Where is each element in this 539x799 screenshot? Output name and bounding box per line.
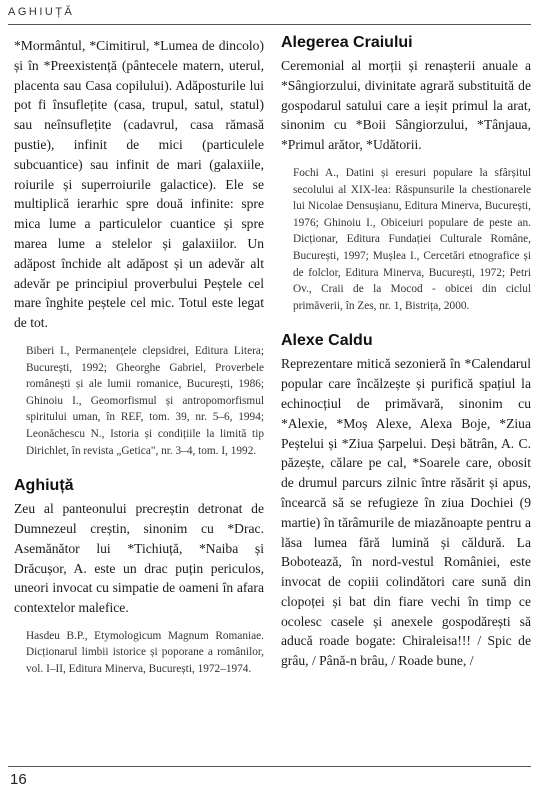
entry-text-alegerea-craiului: Ceremonial al morții și renașterii anuale a *Sângiorzului, divinitate agrară substituită de gospodarul satului care a ieșit primul la arat, sinonim cu *Boii Sângiorzului, *Tânjaua, *Primul arător, *Udătorii. [281,58,531,153]
entry-text-aghiuta: Zeu al panteonului precreștin detronat de Dumnezeul creștin, sinonim cu *Drac. Asemănător lui *Tichiuță, *Naiba și Drăcușor, A. este un drac puțin periculos, uneori invocat cu simpatie de oameni în afara contextelor malefice. [14,501,264,616]
entry-text-alexe-caldu: Reprezentare mitică sezonieră în *Calendarul popular care încălzește și purifică spațiul la echinocțiul de primăvară, sinonim cu *Alexie, *Moș Alexe, Alexa Boje, *Ziua Peștelui și *Ziua Șarpelui. Deși bătrân, A. C. păzește, călare pe cal, *Soarele care, obosit de drumul parcurs zilnic între răsărit și apus, încearcă să se refugieze în ziua Dochiei (9 martie) în tărâmurile de miazănoapte pentru a lăsa lumea fără lumină și căldură. La Bobotează, în nord-vestul României, este invocat de copiii colindători care sună din clopoței și bat din fiare vechi în timp ce ocolesc casele și anexele gospodărești să aducă roade bogate: Chiraleisa!!! / Spic de grâu, / Până-n brâu, / Roade bune, / [281,356,531,669]
header-rule [8,24,531,25]
entry-title-aghiuta: Aghiuță [14,477,74,495]
entry-title-alegerea-craiului: Alegerea Craiului [281,34,413,51]
continuation-text: *Mormântul, *Cimitirul, *Lumea de dincolo) și în *Preexistență (pântecele matern, uterul, placenta sau Casa copilului). Adăposturile lui pot fi însuflețite (casa, trupul, satul, statul) sau neînsuflețite (cadavrul, casa rămasă pustie), infinit de mici (particulele subcuantice) sau infinit de mari (galaxiile, roiurile și superroiurile galactice). Ele se multiplică ierarhic spre două infinite: spre mica lume a particulelor cuantice și spre marea lume a stelelor și galaxiilor. Un adăpost închide alt adăpost și un adevăr alt adevăr pe principiul proverbului Peștele cel mare înghite peștele cel mic. Totul este legat de tot. [14,38,264,331]
running-head: AGHIUȚĂ [8,6,75,18]
page-number: 16 [10,771,27,788]
footer-rule [8,766,531,767]
references-block-2: Hasdeu B.P., Etymologicum Magnum Romaniae. Dicționarul limbii istorice și poporane a românilor, vol. I–II, Editura Minerva, București, 1972–1974. [26,629,264,676]
right-column [281,36,531,671]
references-block-1: Biberi I., Permanențele clepsidrei, Editura Litera; București, 1992; Gheorghe Gabriel, Proverbele românești și ale lumii romanice, București, 1986; Ghinoiu I., Geomorfismul și antropomorfismul spiritului uman, în REF, tom. 39, nr. 5–6, 1994; Leonăchescu N., Istoria și condițiile la limită tip Dirichlet, în revista „Getica", nr. 3–4, tom. I, 1992. [26,344,264,457]
entry-title-alexe-caldu: Alexe Caldu [281,332,373,350]
left-column [14,36,264,678]
references-alegerea-craiului: Fochi A., Datini și eresuri populare la sfârșitul secolului al XIX-lea: Răspunsurile la chestionarele lui Nicolae Densușianu, Editura Minerva, București, 1976; Ghinoiu I., Obiceiuri populare de peste an. Dicționar, Editura Fundației Culturale Române, București, 1997; Mușlea I., Cercetări etnografice și de folclor, Editura Minerva, București, 1972; Petri Ov., Craii de la Mocod - obicei din ciclul primăverii, în Zes, nr. 1, Bistrița, 2000. [293,166,531,312]
